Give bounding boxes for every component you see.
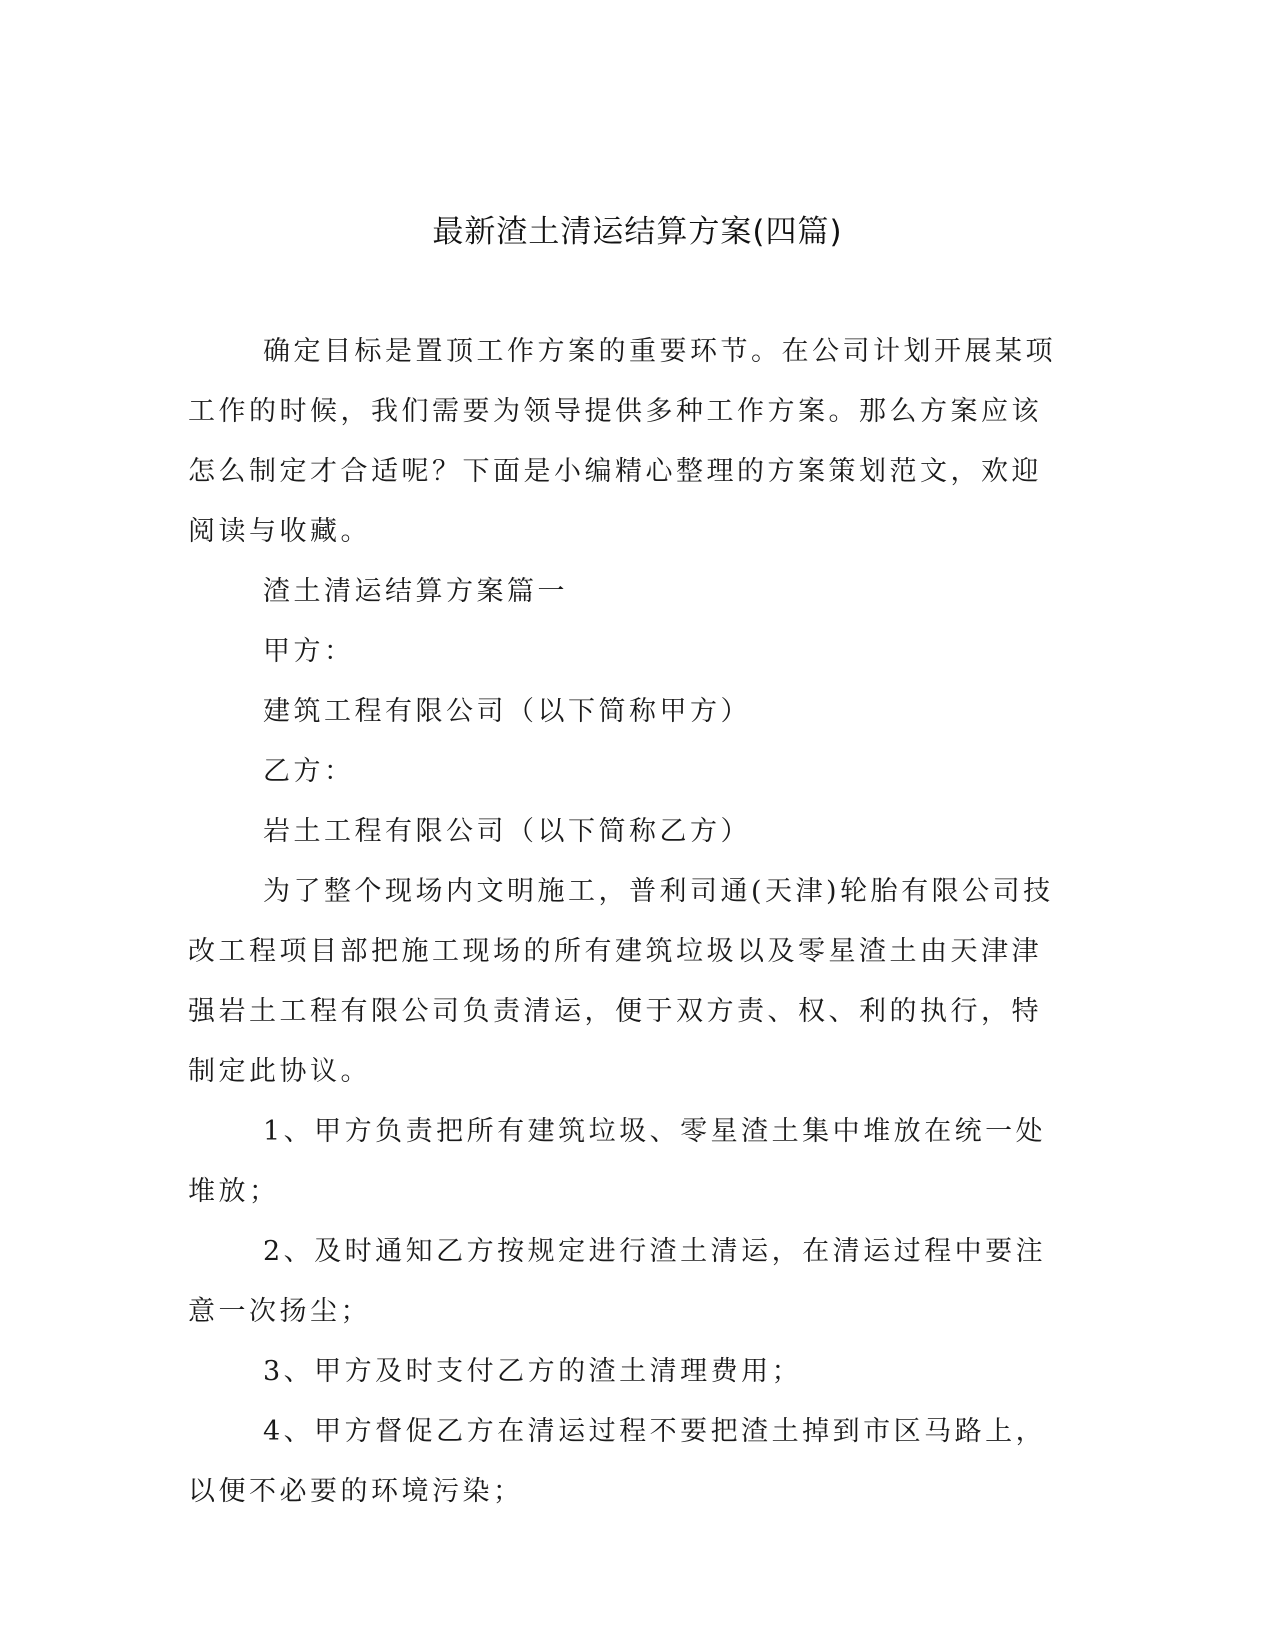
- party-a-label: 甲方：: [263, 636, 355, 667]
- intro-paragraph: 确定目标是置顶工作方案的重要环节。在公司计划开展某项工作的时候，我们需要为领导提供多种工作方案。那么方案应该怎么制定才合适呢？下面是小编精心整理的方案策划范文，欢迎阅读与收藏。: [188, 336, 1056, 547]
- clause-1: 1、甲方负责把所有建筑垃圾、零星渣土集中堆放在统一处堆放；: [188, 1116, 1047, 1207]
- party-b-label: 乙方：: [263, 756, 355, 787]
- party-b-name: 岩土工程有限公司（以下简称乙方）: [263, 816, 751, 847]
- agreement-purpose-paragraph: 为了整个现场内文明施工，普利司通(天津)轮胎有限公司技改工程项目部把施工现场的所有建筑垃圾以及零星渣土由天津津强岩土工程有限公司负责清运，便于双方责、权、利的执行，特制定此协议。: [188, 876, 1054, 1087]
- party-a-name: 建筑工程有限公司（以下简称甲方）: [263, 696, 751, 727]
- clause-4: 4、甲方督促乙方在清运过程不要把渣土掉到市区马路上，以便不必要的环境污染；: [188, 1416, 1047, 1507]
- clause-3: 3、甲方及时支付乙方的渣土清理费用；: [263, 1356, 803, 1387]
- document-title: 最新渣土清运结算方案(四篇): [432, 214, 843, 250]
- clause-2: 2、及时通知乙方按规定进行渣土清运，在清运过程中要注意一次扬尘；: [188, 1236, 1047, 1327]
- section-heading: 渣土清运结算方案篇一: [263, 576, 568, 607]
- document-body: [188, 322, 1068, 1522]
